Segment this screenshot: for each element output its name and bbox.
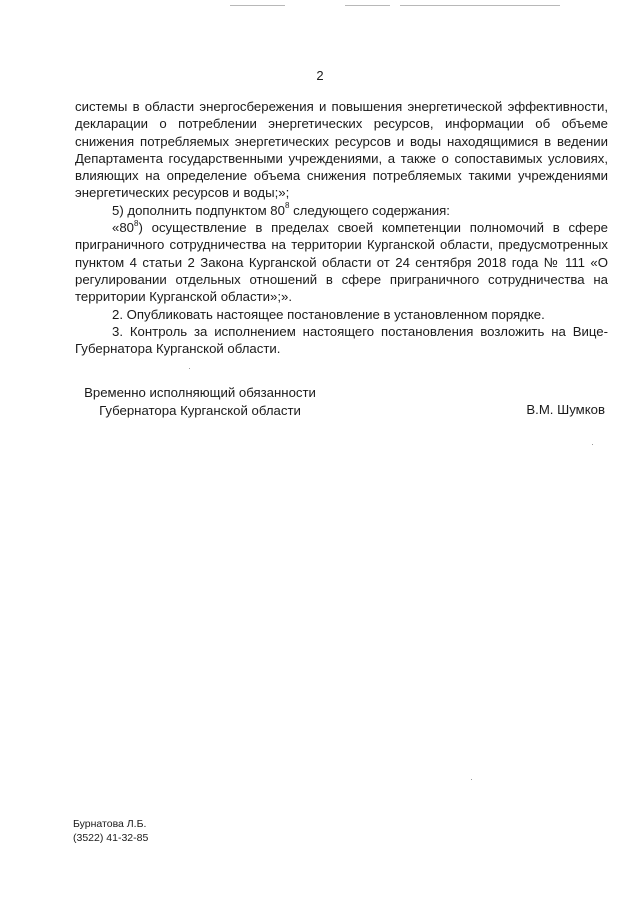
footer-phone: (3522) 41-32-85 <box>73 832 149 844</box>
document-body <box>75 98 608 357</box>
signer-name: В.М. Шумков <box>526 402 605 417</box>
page-number: 2 <box>316 68 324 83</box>
paragraph-subitem-80-8 <box>75 219 608 305</box>
footer-contact <box>73 817 148 845</box>
superscript: 8 <box>134 218 139 228</box>
paragraph-item-5 <box>75 202 608 219</box>
signatory-title <box>75 384 325 420</box>
text-span: ) осуществление в пределах своей компетенции полномочий в сфере приграничного сотрудничества на территории Курганской области, предусмотренных пунктом 4 статьи 2 Закона Курганской области от 24 сентября 2018 года № 111 «О регулировании отдельных отношений в сфере приграничного сотрудничества на территории Курганской области»;». <box>75 220 608 305</box>
paragraph-continuation: системы в области энергосбережения и повышения энергетической эффективности, декларации о потреблении энергетических ресурсов, информации об объеме снижения потребляемых энергетических ресурсов и воды находящимися в ведении Департамента государственными учреждениями, а также о сопоставимых условиях, влияющих на определение объема снижения потребляемых такими учреждениями энергетических ресурсов и воды;»; <box>75 99 608 201</box>
signatory-title-line1: Временно исполняющий обязанности <box>84 385 316 400</box>
footer-author: Бурнатова Л.Б. <box>73 818 147 830</box>
text-span: «80 <box>112 220 135 236</box>
scan-speck <box>471 779 472 780</box>
scan-artifact-line <box>230 5 285 6</box>
scan-speck <box>189 368 190 369</box>
superscript: 8 <box>284 201 290 211</box>
text-span: следующего содержания: <box>289 202 450 218</box>
text-span: 5) дополнить подпунктом 80 <box>112 202 285 218</box>
paragraph-publish: 2. Опубликовать настоящее постановление в установленном порядке. <box>112 306 545 322</box>
paragraph-control: 3. Контроль за исполнением настоящего постановления возложить на Вице-Губернатора Курганской области. <box>75 323 608 357</box>
signatory-title-line2: Губернатора Курганской области <box>99 403 301 418</box>
scan-speck <box>592 444 593 445</box>
scan-artifact-line <box>345 5 390 6</box>
scan-artifact-line <box>400 5 560 6</box>
